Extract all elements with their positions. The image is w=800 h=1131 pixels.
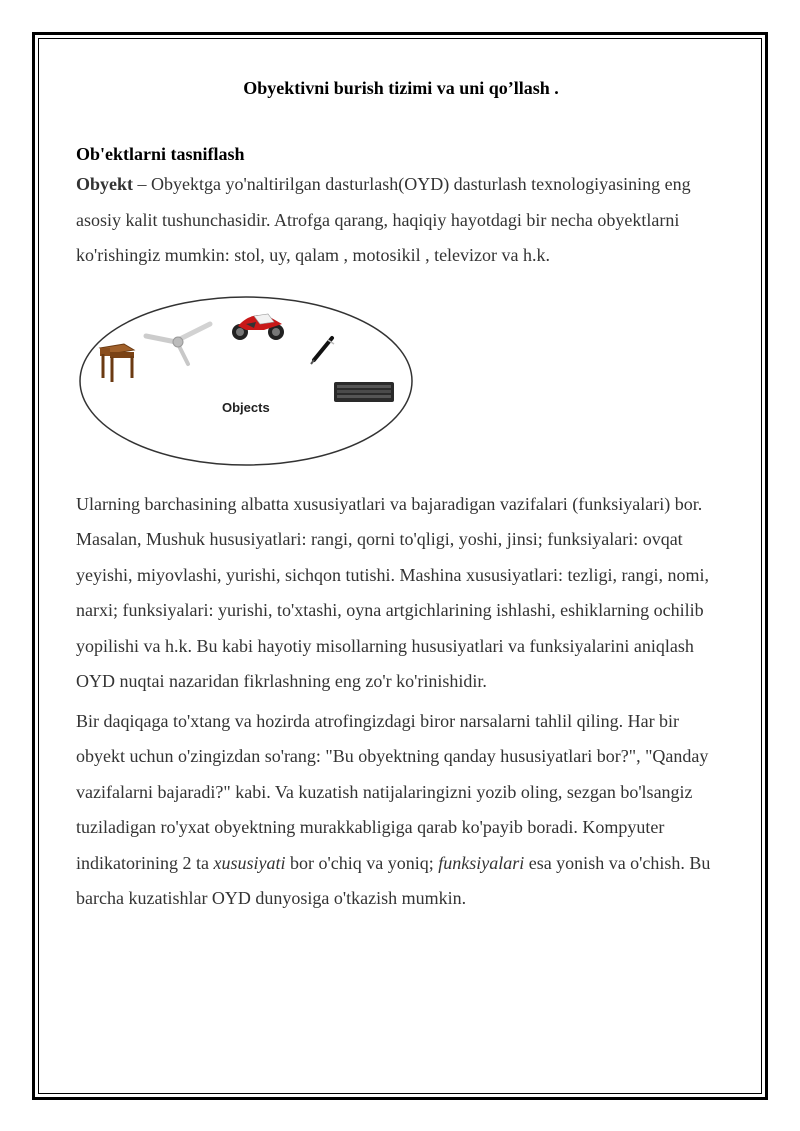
section-heading: Ob'ektlarni tasniflash [76,144,245,164]
intro-text: – Obyektga yo'naltirilgan dasturlash(OYD) dasturlash texnologiyasining eng asosiy kalit tushunchasidir. Atrofga qarang, haqiqiy hayotdagi bir necha obyektlarni ko'rishingiz mumkin: stol, uy, qalam , motosikil , televizor va h.k. [76,174,691,265]
document-title: Obyektivni burish tizimi va uni qo’llash . [243,78,559,98]
motorcycle-icon [232,314,284,340]
objects-figure-graphic [78,294,418,469]
paragraph-observation [76,704,726,917]
italic-funksiyalari: funksiyalari [438,852,525,873]
document-body [76,75,726,917]
paragraph-properties: Ularning barchasining albatta xususiyatlari va bajaradigan vazifalari (funksiyalari) bor. Masalan, Mushuk hususiyatlari: rangi, qorni to'qligi, yoshi, jinsi; funksiyalari: ovqat yeyishi, miyovlashi, yurishi, sichqon tutishi. Mashina xususiyatlari: tezligi, rangi, nomi, narxi; funksiyalari: yurishi, to'xtashi, oyna artgichlarining ishlashi, eshiklarning ochilib yopilishi va h.k. Bu kabi hayotiy misollarning hususiyatlari va funksiyalarini aniqlash OYD nuqtai nazaridan fikrlashning eng zo'r ko'rinishidir. [76,493,709,691]
pen-icon [311,338,334,364]
objects-label: Objects [222,399,270,415]
paragraph-observation-part1: Bir daqiqaga to'xtang va hozirda atrofingizdagi biror narsalarni tahlil qiling. Har bir obyekt uchun o'zingizdan so'rang: "Bu obyektning qanday hususiyatlari bor?", "Qanday vazifalarni bajaradi?" kabi. Va kuzatish natijalaringizni yozib oling, sezgan bo'lsangiz tuziladigan ro'yxat obyektning murakkabligiga qarab ko'payib boradi. Kompyuter indikatorining 2 ta [76,710,709,873]
objects-figure [78,294,418,469]
paragraph-observation-part2: bor o'chiq va yoniq; [285,852,439,873]
intro-term: Obyekt [76,174,134,194]
italic-xususiyati: xususiyati [213,852,286,873]
paragraph-observation-part3: esa yonish va o'chish. Bu barcha kuzatishlar OYD dunyosiga o'tkazish mumkin. [76,852,711,908]
intro-paragraph [76,167,726,274]
ceiling-fan-icon [146,324,210,364]
table-icon [100,344,134,382]
keyboard-icon [334,382,394,402]
